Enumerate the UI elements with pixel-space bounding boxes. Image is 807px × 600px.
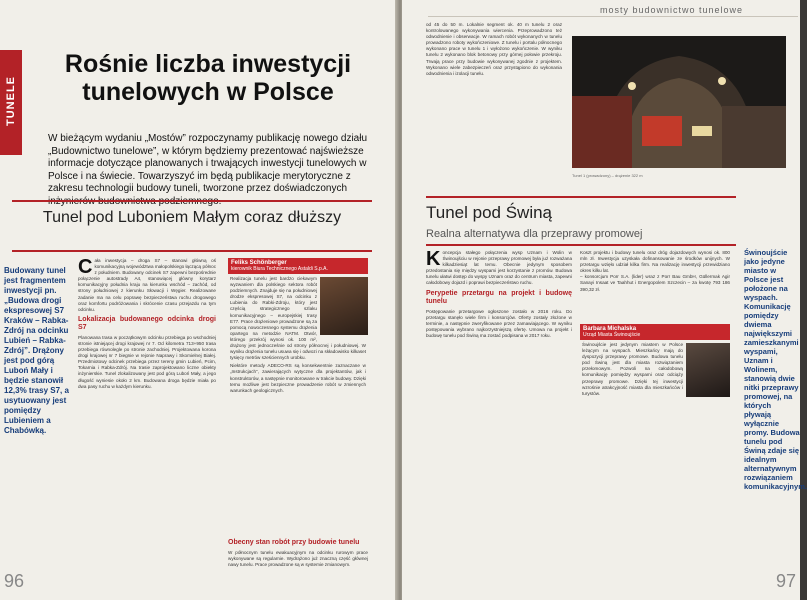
interview-text: Świnoujście jest jedynym miastem w Polsce leżącym na wyspach. Mieszkańcy mają do dyspozycji przeprawy promowe. Budowa tunelu pod Świną jest dla miasta rozwiązaniem przełomowym. Pozwoli na całodobową komunikację pomiędzy wyspami oraz odciąży przeprawy promowe. Dzięki tej inwestycji wzrośnie atrakcyjność miasta dla mieszkańców i turystów. [582,342,683,396]
article-title: Rośnie liczba inwestycji tunelowych w Polsce [64,50,352,106]
section-heading: Perypetie przetargu na projekt i budowę tunelu [426,289,572,305]
drop-cap: C [78,256,93,278]
photo-caption: Tunel 1 (prowadzony) – drążenie 322 m [572,173,643,178]
paragraph: oncepcja stałego połączenia wysp Uznam i Wolin w Świnoujściu w rejonie przeprawy promowej była już rozważana kilkadziesiąt lat temu. Obecnie jedynym sposobem przedostania się między wyspami jest korzystanie z promów. Budowa tunelu ułatwi dostęp do wyspy Uznam oraz do centrum miasta, zapewni całodobowy dojazd i poprawi bezpieczeństwo ruchu. [426,250,572,286]
portrait-photo [320,277,368,335]
section-divider [12,200,372,202]
section-divider [12,250,372,252]
list-item: – konsorcjum Porr S.A. (lider) wraz z Porr Bau GmbH, Güllermak Agir Sanayi Insaat ve Taahhut i Energopolem Szczecin – za kwotę 793 186 390,32 zł. [580,274,730,292]
interview-box [228,258,368,534]
paragraph: Koszt projektu i budowy tunelu oraz dróg dojazdowych wynosi ok. 800 mln zł. Inwestycja uzyskała dofinansowanie ze środków unijnych. W przetargu wzięło udział kilka firm. Na realizację inwestycji przewidziano okres kilku lat. [580,250,730,274]
left-page [0,0,398,600]
interviewee-name: Feliks Schönberger [231,260,287,266]
text-column [426,250,572,590]
text-column [78,258,216,588]
interview-box [580,324,730,590]
pull-quote: Budowany tunel jest fragmentem inwestycji pn. „Budowa drogi ekspresowej S7 Kraków – Rabka-Zdrój na odcinku Lubień – Rabka-Zdrój”. Drążony jest pod górą Luboń Mały i będzie stanowił 12,3% trasy S7, a usytuowany jest pomiędzy Lubieniem a Chabówką. [4,266,69,435]
right-page [402,0,807,600]
interviewee-name: Barbara Michalska [583,326,637,332]
section-tab [0,50,22,155]
interviewee-role: Urząd Miasta Świnoujście [583,332,641,338]
interview-text: Niektóre metody ADECO-RS są konsekwentnie zaznaczane w „Instrukcjach”, zawierających wytyczne dla projektantów, jak i konstruktorów, a następnie monitorowane w trakcie budowy. Dzięki temu możliwe jest bezpieczne prowadzenie robót w zmiennych warunkach geologicznych. [230,363,367,393]
portrait-photo [686,343,730,397]
section-title: Tunel pod Świną [426,203,553,222]
interview-header [580,324,730,340]
page-number: 97 [775,571,796,591]
pull-quote: Świnoujście jako jedyne miasto w Polsce jest położone na wyspach. Komunikację pomiędzy dwiema największymi zamieszkanymi wyspami, Uznam i Wolinem, stanowią dwie nitki przeprawy promowej, na których pływają wyłącznie promy. Budowa tunelu pod Świną zdaje się idealnym alternatywnym rozwiązaniem komunikacyjnym. [744,248,807,491]
tunnel-photo [572,36,786,178]
paragraph: Planowana trasa w początkowym odcinku przebiega po wschodniej stronie istniejącej drogi krajowej nr 7. Od kilometra 713+950 trasa przebiega równolegle po stronie zachodniej. Projektowana korona drogi krajowej nr 7 biegnie w rejonie Naprawy i Skomielnej Białej. Przedmiotowy odcinek przebiega przez tereny gmin Lubień, Pcim, Tokarnia i Rabka-Zdrój. Na trasie zaprojektowano liczne obiekty inżynierskie. Tunel zlokalizowany jest pod górą Luboń Mały, a jego długość wyniesie około 2 km. Budowana droga będzie miała po dwa pasy ruchu w każdym kierunku. [78,334,216,389]
paragraph: Postępowanie przetargowe ogłoszone zostało w 2016 roku. Do przetargu stanęło wiele firm i konsorcjów. Oferty zostały złożone w terminie, a następnie zweryfikowane przez zamawiającego. W wyniku postępowania wybrano najkorzystniejszą ofertę. Umowa na projekt i budowę tunelu pod Świną ma zostać podpisana w 2017 roku. [426,308,572,338]
drop-cap: K [426,248,441,270]
section-tab-label: TUNELE [5,76,17,126]
section-subtitle: Tunel pod Luboniem Małym coraz dłuższy [42,209,342,226]
section-subtitle: Realna alternatywa dla przeprawy promowej [426,228,643,240]
text-column [426,22,562,198]
running-header: mosty budownictwo tunelowe [600,5,744,15]
interviewee-role: kierownik Biura Technicznego Astaldi S.p.A. [231,266,328,272]
section-divider [426,196,736,198]
paragraph: W północnym tunelu ewakuacyjnym na odcinku rurowym prace wykonywane są regularnie. Wydrążono już znaczną część głównej nawy tunelu. Prace prowadzone są w systemie zmianowym. [228,550,368,568]
paragraph: od 45 do 50 m. Lokalnie segment ok. 40 m tunelu 2 oraz kontrolowanego wykonywania wiercenia. Przeprowadzono też odwodnienie i obserwacje. W ramach robót wykonanych w tunelu prowadzono roboty wykończeniowe. Z tunelu i portalu północnego wykonano prace w tunelu 1 i wyłożono wykończenie. W wyniku tunelu 2 wykonano blok betonowy przy górnej połowie przekroju. Trwają prace przy budowie wykonywanej zgodnie z projektem. Wykonano wiele zabezpieczeń oraz przystąpiono do wykonania odwodnienia i izolacji tunelu. [426,22,562,76]
section-heading: Obecny stan robót przy budowie tunelu [228,539,360,546]
paragraph: ała inwestycja – droga S7 – stanowi główną oś komunikacyjną województwa małopolskiego łączącą północ z południem. Budowany odcinek S7 zapewni bezpośrednie połączenie autostrady A4, stanowiącej główny korytarz komunikacyjny południa kraju na kierunku wschód – zachód, od strony południowej z kierunku Słowacji i Węgier. Realizowane zadanie ma na celu poprawę bezpieczeństwa ruchu drogowego oraz komfortu podróżowania i skrócenie czasu przejazdu na tym odcinku. [78,258,216,312]
interview-header [228,258,368,274]
section-heading: Lokalizacja budowanego odcinka drogi S7 [78,315,216,331]
text-column [228,536,368,596]
header-rule [428,16,798,17]
page-number: 96 [4,571,25,591]
article-lead: W bieżącym wydaniu „Mostów” rozpoczynamy publikację nowego działu „Budownictwo tunelowe”, w którym będziemy prezentować najświeższe informacje dotyczące planowanych i trwających inwestycji tunelowych w Polsce i na świecie. Towarzyszyć im będą publikacje merytoryczne z zakresu technologii budowy tuneli, tworzone przez doświadczonych [48,133,368,194]
tunnel-photo-image [572,36,786,168]
text-column [580,250,730,322]
section-divider [426,244,736,246]
interview-text: Realizacja tunelu jest bardzo ciekawym wyzwaniem dla polskiego sektora robót podziemnych. Znajduje się na południowej drodze ekspresowej S7, na odcinku z Lubienia do Rabki-Zdroju, który jest częścią strategicznego szlaku komunikacyjnego – europejskiej trasy E77. Prace drążeniowe prowadzone są za pomocą nowoczesnego systemu drążenia opartego na metodzie NATM. Otwór, którego przekrój wynosi ok. 100 m², drążony jest jednocześnie od strony północnej i południowej. W wyniku drążenia tunelu usuwa się i odwozi na składowisko kilkaset tysięcy metrów sześciennych urobku. [230,276,366,361]
